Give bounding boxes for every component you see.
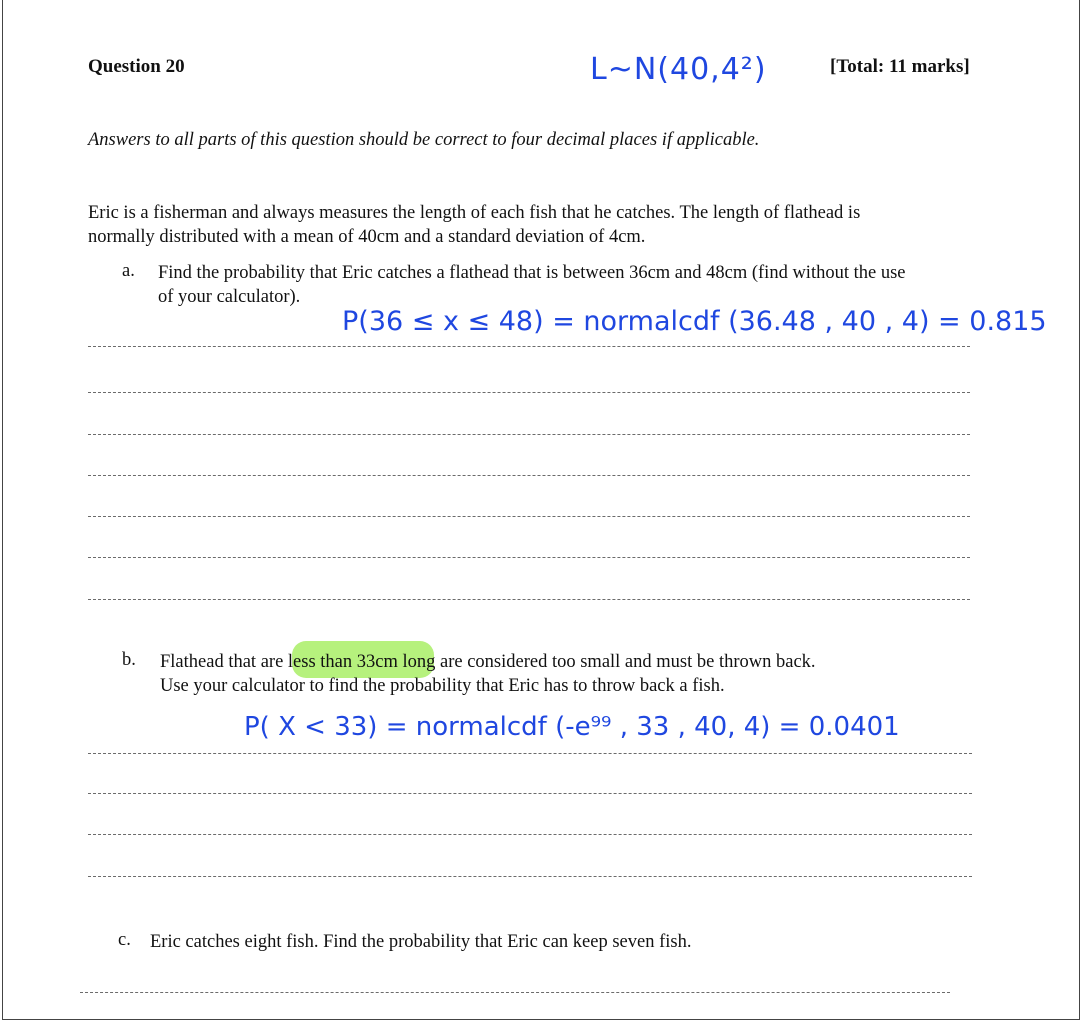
part-a-question	[158, 261, 906, 309]
answer-line	[88, 834, 972, 835]
page-border	[2, 0, 1080, 1020]
stem-line-1: Eric is a fisherman and always measures the length of each fish that he catches. The length of flathead is	[88, 203, 861, 223]
part-b-line-1-start: Flathead that are	[160, 652, 288, 672]
part-c-question: Eric catches eight fish. Find the probability that Eric can keep seven fish.	[150, 932, 692, 952]
part-b-line-2: Use your calculator to find the probability that Eric has to throw back a fish.	[160, 676, 725, 696]
part-b-line-1	[160, 650, 816, 674]
question-stem	[88, 201, 988, 249]
stem-line-2: normally distributed with a mean of 40cm and a standard deviation of 4cm.	[88, 227, 646, 247]
answer-line	[88, 557, 970, 558]
answer-line	[88, 793, 972, 794]
answer-line	[88, 599, 970, 600]
answer-line	[88, 516, 970, 517]
handwritten-distribution: L~N(40,4²)	[590, 52, 767, 87]
answer-line	[88, 475, 970, 476]
answer-line	[88, 434, 970, 435]
part-b-handwritten-answer: P( X < 33) = normalcdf (-e⁹⁹ , 33 , 40, 4) = 0.0401	[244, 712, 900, 742]
part-a-line-2: of your calculator).	[158, 287, 301, 307]
part-a-handwritten-answer: P(36 ≤ x ≤ 48) = normalcdf (36.48 , 40 , 4) = 0.815	[342, 306, 1047, 337]
highlighted-text: less than 33cm	[287, 652, 398, 672]
answer-line	[88, 392, 970, 393]
answer-line	[88, 876, 972, 877]
total-marks: [Total: 11 marks]	[830, 56, 970, 77]
part-c-letter: c.	[118, 930, 131, 950]
question-title: Question 20	[88, 56, 185, 77]
instruction-text: Answers to all parts of this question should be correct to four decimal places if applicable.	[88, 130, 760, 150]
part-a-letter: a.	[122, 261, 135, 281]
answer-line	[88, 753, 972, 754]
answer-line	[88, 346, 970, 347]
part-b-line-1-end: long are considered too small and must be thrown back.	[397, 652, 816, 672]
part-b-question	[160, 650, 816, 698]
answer-line	[80, 992, 950, 993]
part-a-line-1: Find the probability that Eric catches a flathead that is between 36cm and 48cm (find without the use	[158, 263, 906, 283]
part-b-letter: b.	[122, 650, 136, 670]
